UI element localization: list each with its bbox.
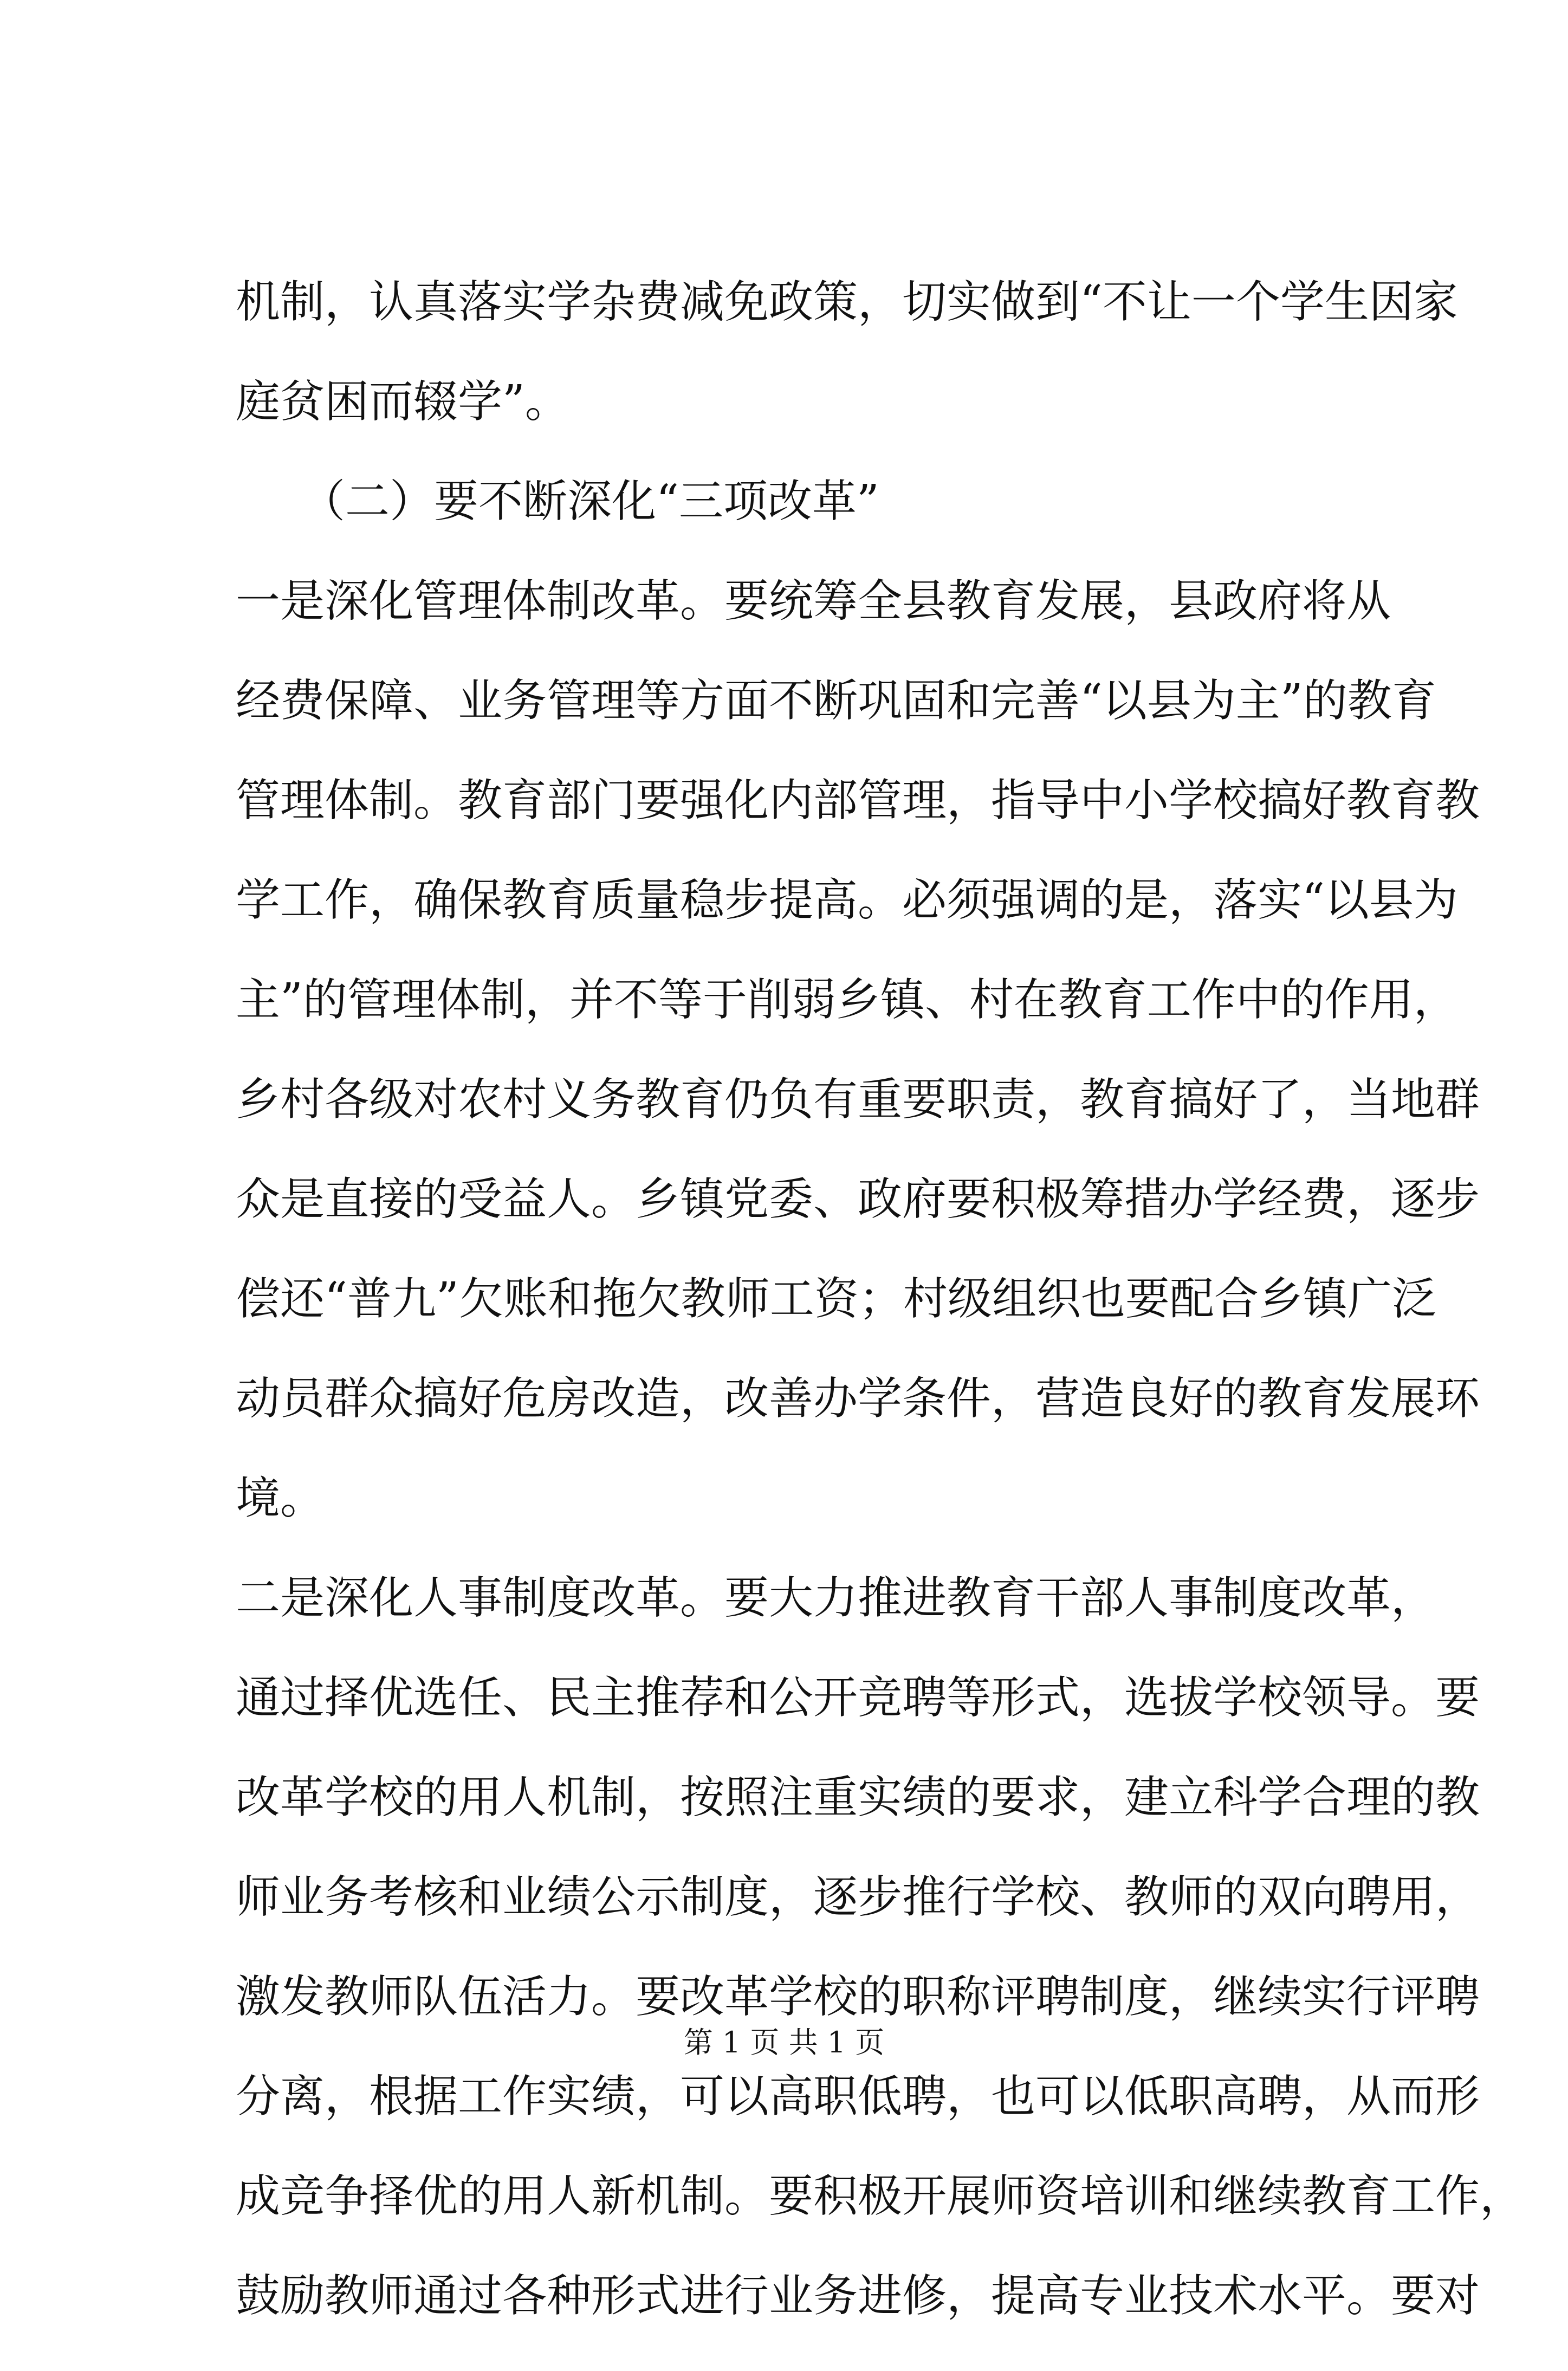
text-line-15: 通过择优选任、民主推荐和公开竞聘等形式，选拔学校领导。要 — [236, 1672, 1480, 1724]
text-line-1: 机制，认真落实学杂费减免政策，切实做到“不让一个学生因家 — [236, 276, 1458, 328]
text-line-20: 成竞争择优的用人新机制。要积极开展师资培训和继续教育工作， — [236, 2171, 1525, 2222]
section-heading: （二）要不断深化“三项改革” — [301, 476, 879, 527]
text-line-18: 激发教师队伍活力。要改革学校的职称评聘制度，继续实行评聘 — [236, 1971, 1480, 2023]
text-line-16: 改革学校的用人机制，按照注重实绩的要求，建立科学合理的教 — [236, 1772, 1480, 1823]
text-line-4: 一是深化管理体制改革。要统筹全县教育发展，县政府将从 — [236, 575, 1391, 627]
text-line-12: 动员群众搞好危房改造，改善办学条件，营造良好的教育发展环 — [236, 1373, 1480, 1424]
text-line-21: 鼓励教师通过各种形式进行业务进修，提高专业技术水平。要对 — [236, 2270, 1480, 2322]
text-line-7: 学工作，确保教育质量稳步提高。必须强调的是，落实“以县为 — [236, 874, 1458, 926]
text-line-14: 二是深化人事制度改革。要大力推进教育干部人事制度改革， — [236, 1572, 1436, 1624]
text-line-17: 师业务考核和业绩公示制度，逐步推行学校、教师的双向聘用， — [236, 1871, 1480, 1923]
page-number-footer: 第 1 页 共 1 页 — [683, 2025, 885, 2059]
text-line-9: 乡村各级对农村义务教育仍负有重要职责，教育搞好了，当地群 — [236, 1074, 1480, 1125]
text-line-2: 庭贫困而辍学”。 — [236, 376, 569, 427]
text-line-5: 经费保障、业务管理等方面不断巩固和完善“以县为主”的教育 — [236, 675, 1436, 727]
text-line-19: 分离，根据工作实绩，可以高职低聘，也可以低职高聘，从而形 — [236, 2071, 1480, 2122]
text-line-10: 众是直接的受益人。乡镇党委、政府要积极筹措办学经费，逐步 — [236, 1174, 1480, 1225]
text-line-11: 偿还“普九”欠账和拖欠教师工资；村级组织也要配合乡镇广泛 — [236, 1273, 1436, 1325]
text-line-8: 主”的管理体制，并不等于削弱乡镇、村在教育工作中的作用， — [236, 974, 1458, 1026]
text-line-13: 境。 — [236, 1473, 325, 1524]
text-line-6: 管理体制。教育部门要强化内部管理，指导中小学校搞好教育教 — [236, 775, 1480, 826]
